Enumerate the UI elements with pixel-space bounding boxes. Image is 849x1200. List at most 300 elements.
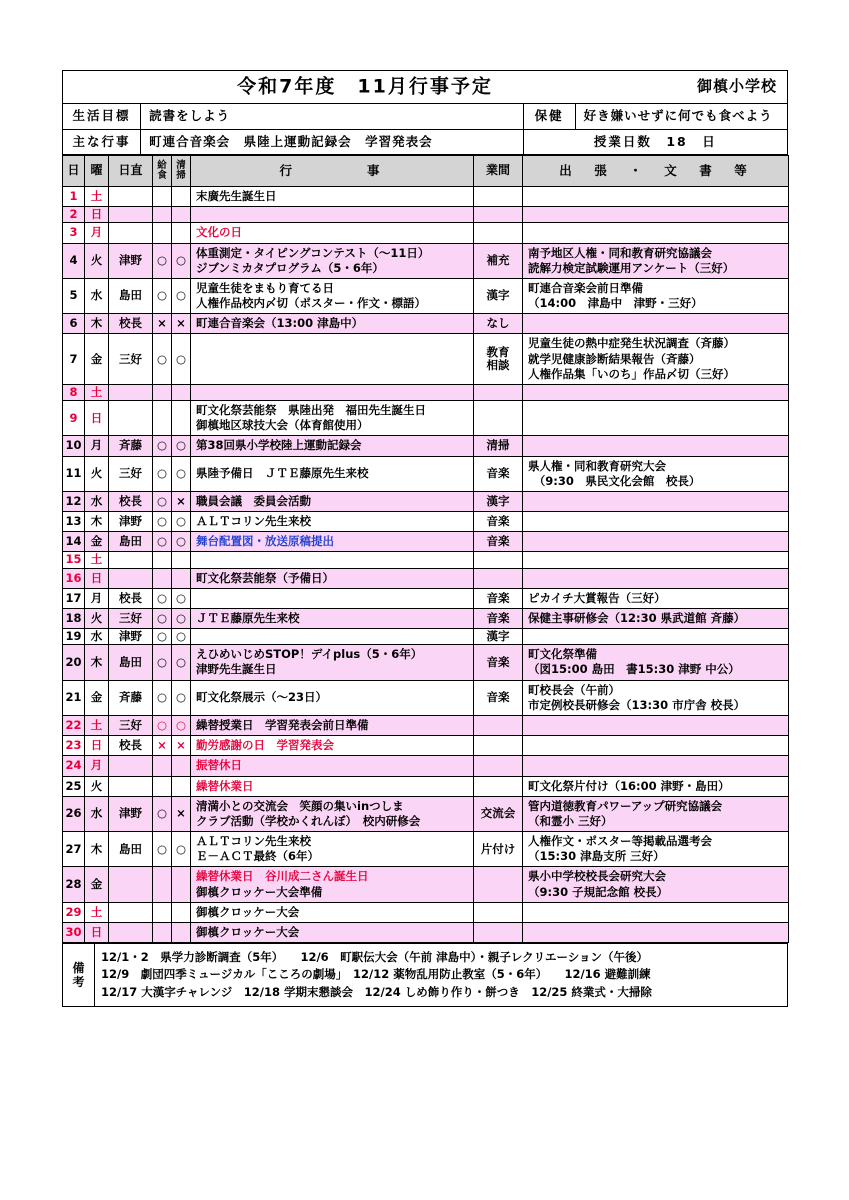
cell-weekday: 木 [85,832,109,867]
cell-events: 文化の日 [191,223,474,243]
cell-cleaning: ○ [172,334,191,385]
footer-row [63,944,788,1007]
cell-duty: 斉藤 [109,680,153,715]
cell-documents [523,314,789,334]
col-head-events: 行 事 [191,156,474,187]
table-row [63,922,789,942]
cell-duty [109,776,153,796]
health-label: 保健 [523,104,575,130]
cell-break [474,384,523,400]
cell-documents: 児童生徒の熱中症発生状況調査（斉藤） 就学児健康診断結果報告（斉藤） 人権作品集「いのち」作品〆切（三好） [523,334,789,385]
cell-weekday: 金 [85,334,109,385]
calendar-sheet [62,70,788,1007]
cell-weekday: 木 [85,314,109,334]
table-row [63,512,789,532]
cell-documents: ピカイチ大賞報告（三好） [523,588,789,608]
cell-lunch: ○ [153,608,172,628]
cell-duty [109,568,153,588]
cell-day: 19 [63,629,85,645]
cell-events [191,552,474,568]
col-head-documents: 出 張 ・ 文 書 等 [523,156,789,187]
cell-documents [523,715,789,735]
table-row [63,552,789,568]
cell-weekday: 金 [85,680,109,715]
page-title: 令和7年度 11月行事予定 [237,75,493,98]
cell-break [474,756,523,776]
cell-lunch: ○ [153,491,172,511]
cell-cleaning [172,384,191,400]
cell-duty: 校長 [109,314,153,334]
cell-cleaning [172,187,191,207]
cell-day: 5 [63,278,85,313]
cell-documents [523,922,789,942]
table-row [63,314,789,334]
cell-day: 4 [63,243,85,278]
cell-events: 繰替授業日 学習発表会前日準備 [191,715,474,735]
life-goal-value: 読書をしよう [141,104,524,130]
cell-day: 20 [63,645,85,680]
header-table [62,70,788,155]
cell-cleaning [172,867,191,902]
cell-cleaning: ○ [172,588,191,608]
cell-cleaning: × [172,314,191,334]
cell-lunch: ○ [153,796,172,831]
table-row [63,384,789,400]
cell-events: ＡＬＴコリン先生来校 [191,512,474,532]
cell-break [474,922,523,942]
cell-cleaning: × [172,736,191,756]
cell-cleaning [172,776,191,796]
cell-documents: 管内道徳教育パワーアップ研究協議会 （和霊小 三好） [523,796,789,831]
cell-lunch: ○ [153,832,172,867]
cell-duty [109,187,153,207]
table-row [63,715,789,735]
cell-documents: 町文化祭準備 （図15:00 島田 書15:30 津野 中公） [523,645,789,680]
cell-weekday: 水 [85,629,109,645]
cell-lunch: ○ [153,715,172,735]
title-row [63,71,788,104]
cell-break: なし [474,314,523,334]
cell-events: 繰替休業日 谷川成二さん誕生日 御槙クロッケー大会準備 [191,867,474,902]
col-head-lunch: 給 食 [153,156,172,187]
cell-documents: 南予地区人権・同和教育研究協議会 読解力検定試験運用アンケート（三好） [523,243,789,278]
cell-duty: 三好 [109,456,153,491]
cell-events: 県陸予備日 ＪＴＥ藤原先生来校 [191,456,474,491]
cell-events: 末廣先生誕生日 [191,187,474,207]
cell-lunch [153,207,172,223]
cell-cleaning: ○ [172,512,191,532]
cell-documents [523,384,789,400]
cell-break: 音楽 [474,588,523,608]
cell-lunch: ○ [153,645,172,680]
cell-break [474,568,523,588]
cell-break [474,187,523,207]
cell-cleaning [172,207,191,223]
cell-events: 児童生徒をまもり育てる日 人権作品校内〆切（ポスター・作文・標語） [191,278,474,313]
cell-cleaning: ○ [172,629,191,645]
cell-events: 第38回県小学校陸上運動記録会 [191,436,474,456]
cell-day: 16 [63,568,85,588]
cell-break [474,223,523,243]
table-row [63,756,789,776]
table-row [63,796,789,831]
cell-weekday: 日 [85,736,109,756]
cell-events: 体重測定・タイピングコンテスト（～11日） ジブンミカタプログラム（5・6年） [191,243,474,278]
cell-weekday: 土 [85,384,109,400]
cell-events: 清満小との交流会 笑顔の集いinつしま クラブ活動（学校かくれんぼ） 校内研修会 [191,796,474,831]
cell-cleaning [172,922,191,942]
cell-day: 11 [63,456,85,491]
cell-break: 音楽 [474,512,523,532]
cell-weekday: 金 [85,867,109,902]
cell-day: 14 [63,532,85,552]
cell-duty: 津野 [109,796,153,831]
cell-documents [523,629,789,645]
cell-cleaning: ○ [172,645,191,680]
table-row [63,456,789,491]
cell-break: 交流会 [474,796,523,831]
cell-events: 舞台配置図・放送原稿提出 [191,532,474,552]
cell-weekday: 月 [85,436,109,456]
cell-weekday: 火 [85,608,109,628]
calendar-table [62,155,789,943]
cell-lunch [153,776,172,796]
col-head-duty: 日直 [109,156,153,187]
col-head-cleaning: 清 掃 [172,156,191,187]
cell-break [474,867,523,902]
cell-duty: 三好 [109,608,153,628]
cell-day: 13 [63,512,85,532]
cell-cleaning [172,568,191,588]
cell-weekday: 日 [85,207,109,223]
cell-duty: 校長 [109,736,153,756]
cell-lunch [153,401,172,436]
table-row [63,436,789,456]
cell-break: 音楽 [474,532,523,552]
table-row [63,867,789,902]
cell-lunch: ○ [153,436,172,456]
cell-day: 25 [63,776,85,796]
table-row [63,568,789,588]
cell-documents [523,512,789,532]
cell-break: 片付け [474,832,523,867]
cell-cleaning: ○ [172,243,191,278]
school-name: 御槙小学校 [696,77,777,96]
cell-documents [523,491,789,511]
table-row [63,902,789,922]
cell-lunch: ○ [153,278,172,313]
cell-day: 27 [63,832,85,867]
col-head-break: 業間 [474,156,523,187]
table-row [63,776,789,796]
cell-weekday: 金 [85,532,109,552]
table-row [63,645,789,680]
cell-duty: 三好 [109,715,153,735]
cell-break: 漢字 [474,278,523,313]
cell-events: ＡＬＴコリン先生来校 Ｅ－ＡＣＴ最終（6年） [191,832,474,867]
cell-weekday: 水 [85,796,109,831]
cell-day: 18 [63,608,85,628]
cell-duty: 斉藤 [109,436,153,456]
footer-notes [95,944,788,1007]
cell-day: 15 [63,552,85,568]
main-events-value: 町連合音楽会 県陸上運動記録会 学習発表会 [141,129,524,155]
cell-break: 教育 相談 [474,334,523,385]
cell-duty: 津野 [109,243,153,278]
table-row [63,243,789,278]
cell-documents [523,207,789,223]
cell-events: 繰替休業日 [191,776,474,796]
cell-break [474,207,523,223]
cell-lunch [153,902,172,922]
cell-cleaning: ○ [172,278,191,313]
cell-cleaning: ○ [172,608,191,628]
cell-documents [523,552,789,568]
cell-cleaning: ○ [172,532,191,552]
cell-lunch: ○ [153,532,172,552]
cell-documents [523,436,789,456]
cell-weekday: 水 [85,278,109,313]
class-days-value: 授業日数 18 日 [523,129,787,155]
cell-cleaning: ○ [172,436,191,456]
table-row [63,491,789,511]
cell-duty: 島田 [109,832,153,867]
cell-break [474,715,523,735]
table-row [63,278,789,313]
cell-duty [109,384,153,400]
cell-cleaning: × [172,491,191,511]
cell-events: 町文化祭展示（～23日） [191,680,474,715]
col-head-day: 日 [63,156,85,187]
cell-documents: 県人権・同和教育研究大会 （9:30 県民文化会館 校長） [523,456,789,491]
cell-duty: 島田 [109,532,153,552]
cell-day: 9 [63,401,85,436]
cell-events: 御槙クロッケー大会 [191,902,474,922]
table-row [63,608,789,628]
cell-day: 6 [63,314,85,334]
cell-duty [109,922,153,942]
cell-weekday: 水 [85,491,109,511]
col-head-weekday: 曜 [85,156,109,187]
cell-cleaning: ○ [172,715,191,735]
calendar-header-row [63,156,789,187]
cell-cleaning [172,756,191,776]
cell-documents [523,756,789,776]
cell-duty: 島田 [109,645,153,680]
table-row [63,207,789,223]
cell-duty [109,207,153,223]
cell-events: 振替休日 [191,756,474,776]
cell-break: 漢字 [474,629,523,645]
cell-cleaning: ○ [172,832,191,867]
cell-lunch: × [153,314,172,334]
cell-day: 23 [63,736,85,756]
cell-documents: 町連合音楽会前日準備 （14:00 津島中 津野・三好） [523,278,789,313]
main-events-label: 主な行事 [63,129,141,155]
cell-lunch: ○ [153,456,172,491]
table-row [63,680,789,715]
cell-events [191,384,474,400]
cell-documents [523,187,789,207]
cell-day: 3 [63,223,85,243]
cell-duty: 津野 [109,512,153,532]
cell-break [474,776,523,796]
cell-duty [109,902,153,922]
cell-events: 町文化祭芸能祭（予備日） [191,568,474,588]
table-row [63,629,789,645]
cell-weekday: 月 [85,756,109,776]
cell-cleaning [172,401,191,436]
cell-day: 28 [63,867,85,902]
cell-duty: 校長 [109,588,153,608]
cell-weekday: 火 [85,776,109,796]
cell-duty: 三好 [109,334,153,385]
cell-events: 職員会議 委員会活動 [191,491,474,511]
table-row [63,532,789,552]
cell-day: 2 [63,207,85,223]
cell-day: 21 [63,680,85,715]
cell-cleaning [172,552,191,568]
cell-documents [523,223,789,243]
cell-weekday: 月 [85,588,109,608]
cell-break [474,552,523,568]
cell-events: 町連合音楽会（13:00 津島中） [191,314,474,334]
cell-lunch [153,867,172,902]
cell-day: 8 [63,384,85,400]
cell-cleaning: ○ [172,456,191,491]
cell-lunch: ○ [153,334,172,385]
cell-documents [523,532,789,552]
cell-break [474,401,523,436]
cell-break: 音楽 [474,456,523,491]
cell-day: 26 [63,796,85,831]
table-row [63,334,789,385]
main-events-row [63,129,788,155]
cell-duty: 島田 [109,278,153,313]
cell-cleaning: × [172,796,191,831]
cell-duty [109,756,153,776]
cell-weekday: 木 [85,645,109,680]
cell-documents [523,401,789,436]
cell-weekday: 火 [85,243,109,278]
cell-cleaning [172,902,191,922]
cell-documents: 町文化祭片付け（16:00 津野・島田） [523,776,789,796]
cell-day: 30 [63,922,85,942]
cell-duty [109,867,153,902]
cell-weekday: 日 [85,922,109,942]
cell-weekday: 日 [85,568,109,588]
cell-events [191,588,474,608]
cell-documents: 町校長会（午前） 市定例校長研修会（13:30 市庁舎 校長） [523,680,789,715]
footer-note-line: 12/9 劇団四季ミュージカル「こころの劇場」 12/12 薬物乱用防止教室（5・6年） 12/16 避難訓練 [101,967,651,982]
cell-events: 勤労感謝の日 学習発表会 [191,736,474,756]
cell-documents: 人権作文・ポスター等掲載品選考会 （15:30 津島支所 三好） [523,832,789,867]
cell-day: 10 [63,436,85,456]
cell-events: えひめいじめSTOP！デイplus（5・6年） 津野先生誕生日 [191,645,474,680]
cell-day: 12 [63,491,85,511]
cell-events [191,629,474,645]
cell-day: 22 [63,715,85,735]
cell-events [191,207,474,223]
cell-lunch: ○ [153,629,172,645]
life-goal-row [63,104,788,130]
table-row [63,588,789,608]
footer-note-line: 12/17 大漢字チャレンジ 12/18 学期末懇談会 12/24 しめ飾り作り・餅つき 12/25 終業式・大掃除 [101,984,652,999]
cell-weekday: 土 [85,552,109,568]
cell-day: 29 [63,902,85,922]
cell-weekday: 土 [85,187,109,207]
cell-weekday: 日 [85,401,109,436]
cell-lunch: ○ [153,588,172,608]
footer-table [62,943,788,1007]
cell-break [474,902,523,922]
cell-events: 御槙クロッケー大会 [191,922,474,942]
title-cell [63,71,788,104]
cell-weekday: 土 [85,715,109,735]
cell-break: 音楽 [474,608,523,628]
cell-duty: 校長 [109,491,153,511]
cell-documents [523,568,789,588]
cell-documents [523,736,789,756]
cell-lunch: ○ [153,680,172,715]
cell-break: 音楽 [474,645,523,680]
cell-duty: 津野 [109,629,153,645]
cell-duty [109,223,153,243]
cell-lunch [153,384,172,400]
table-row [63,832,789,867]
table-row [63,187,789,207]
footer-note-line: 12/1・2 県学力診断調査（5年） 12/6 町駅伝大会（午前 津島中）・親子レクリエーション（午後） [101,950,648,965]
cell-day: 17 [63,588,85,608]
cell-documents: 県小中学校校長会研究大会 （9:30 子規記念館 校長） [523,867,789,902]
footer-label: 備 考 [63,944,95,1007]
cell-break: 補充 [474,243,523,278]
health-value: 好き嫌いせずに何でも食べよう [575,104,787,130]
cell-break: 音楽 [474,680,523,715]
cell-day: 24 [63,756,85,776]
cell-lunch: ○ [153,512,172,532]
cell-lunch [153,187,172,207]
cell-events [191,334,474,385]
table-row [63,736,789,756]
cell-day: 1 [63,187,85,207]
cell-events: 町文化祭芸能祭 県陸出発 福田先生誕生日 御槙地区球技大会（体育館使用） [191,401,474,436]
cell-cleaning: ○ [172,680,191,715]
cell-events: ＪＴＥ藤原先生来校 [191,608,474,628]
cell-break: 清掃 [474,436,523,456]
cell-lunch [153,922,172,942]
cell-lunch: × [153,736,172,756]
calendar-body [63,187,789,943]
cell-lunch [153,756,172,776]
cell-duty [109,401,153,436]
cell-lunch: ○ [153,243,172,278]
table-row [63,401,789,436]
cell-documents: 保健主事研修会（12:30 県武道館 斉藤） [523,608,789,628]
cell-weekday: 木 [85,512,109,532]
cell-break [474,736,523,756]
cell-weekday: 月 [85,223,109,243]
life-goal-label: 生活目標 [63,104,141,130]
cell-weekday: 土 [85,902,109,922]
cell-break: 漢字 [474,491,523,511]
cell-documents [523,902,789,922]
cell-lunch [153,568,172,588]
cell-lunch [153,552,172,568]
cell-cleaning [172,223,191,243]
cell-weekday: 火 [85,456,109,491]
cell-lunch [153,223,172,243]
